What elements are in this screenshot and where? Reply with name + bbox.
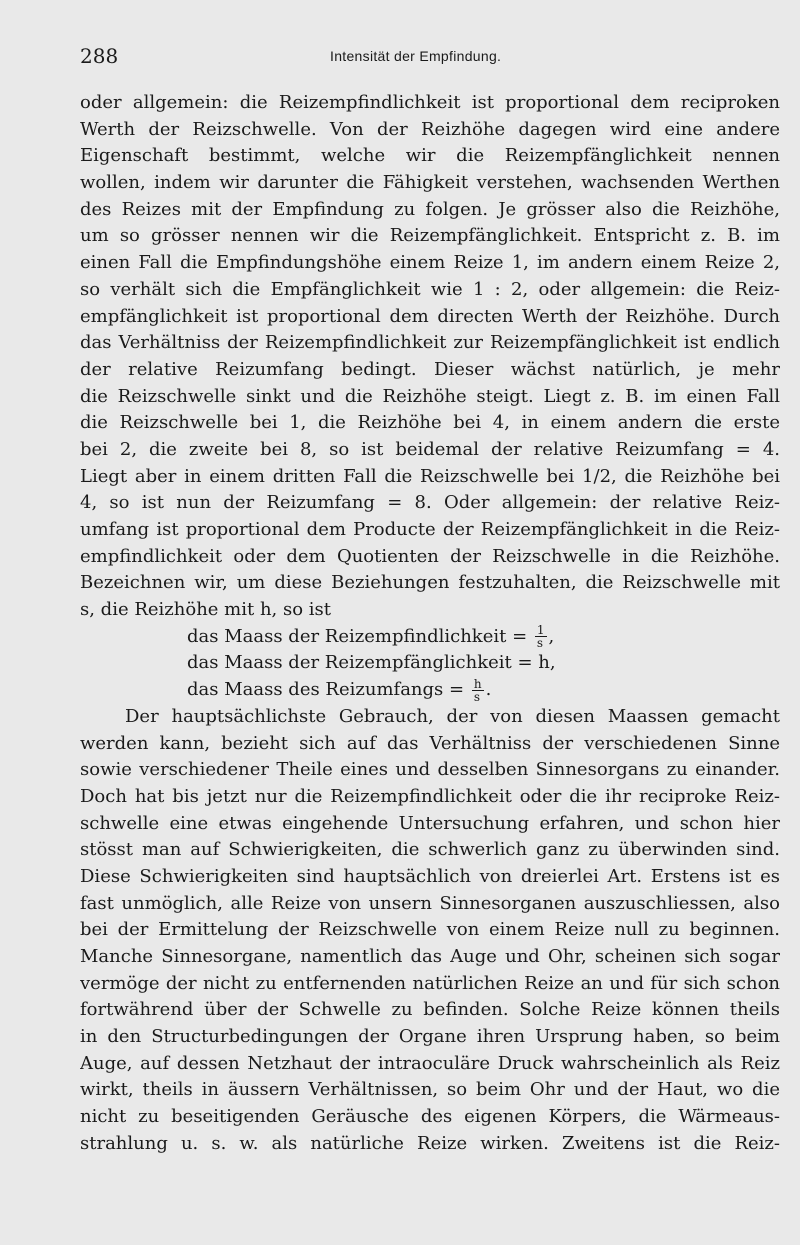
text-line: vermöge der nicht zu entfernenden natürlichen Reize an und für sich schon xyxy=(80,972,780,994)
text-line: bei der Ermittelung der Reizschwelle von einem Reize null zu beginnen. xyxy=(80,919,780,941)
text-line: des Reizes mit der Empfindung zu folgen. Je grösser also die Reizhöhe, xyxy=(80,198,780,220)
text-line: das Verhältniss der Reizempfindlichkeit zur Reizempfänglichkeit ist endlich xyxy=(80,332,780,354)
text-line: s, die Reizhöhe mit h, so ist xyxy=(80,599,332,621)
text-line: Diese Schwierigkeiten sind hauptsächlich von dreierlei Art. Erstens ist es xyxy=(80,865,780,887)
text-line: nicht zu beseitigenden Geräusche des eigenen Körpers, die Wärmeaus- xyxy=(80,1106,780,1128)
fraction: $\frac{h}{s}$ xyxy=(473,677,482,704)
text-line: stösst man auf Schwierigkeiten, die schwerlich ganz zu überwinden sind. xyxy=(80,839,780,861)
text-line: wirkt, theils in äussern Verhältnissen, so beim Ohr und der Haut, wo die xyxy=(80,1079,780,1101)
running-title: Intensität der Empfindung. xyxy=(330,48,502,64)
formula-receptivity: das Maass der Reizempfänglichkeit = h, xyxy=(187,652,556,674)
text-line: Auge, auf dessen Netzhaut der intraoculäre Druck wahrscheinlich als Reiz xyxy=(80,1052,780,1074)
text-line: die Reizschwelle bei 1, die Reizhöhe bei 4, in einem andern die erste xyxy=(80,412,780,434)
text-line: sowie verschiedener Theile eines und desselben Sinnesorgans zu einander. xyxy=(80,759,780,781)
text-line: 4, so ist nun der Reizumfang = 8. Oder allgemein: der relative Reiz- xyxy=(80,492,780,514)
text-line: Der hauptsächlichste Gebrauch, der von diesen Maassen gemacht xyxy=(125,705,780,727)
text-line: in den Structurbedingungen der Organe ihren Ursprung haben, so beim xyxy=(80,1026,780,1048)
text-line: Manche Sinnesorgane, namentlich das Auge und Ohr, scheinen sich sogar xyxy=(80,946,780,967)
text-line: wollen, indem wir darunter die Fähigkeit verstehen, wachsenden Werthen xyxy=(80,172,780,194)
fraction: $\frac{1}{s}$ xyxy=(536,623,545,651)
text-line: um so grösser nennen wir die Reizempfänglichkeit. Entspricht z. B. im xyxy=(80,225,780,247)
text-line: fast unmöglich, alle Reize von unsern Sinnesorganen auszuschliessen, also xyxy=(80,892,780,914)
formula-range: das Maass des Reizumfangs = $\frac{h}{s}$ . xyxy=(187,677,492,704)
page-number: 288 xyxy=(80,44,119,68)
text-line: empfindlichkeit oder dem Quotienten der Reizschwelle in die Reizhöhe. xyxy=(80,545,780,567)
text-line: fortwährend über der Schwelle zu befinden. Solche Reize können theils xyxy=(80,999,780,1021)
text-line: strahlung u. s. w. als natürliche Reize wirken. Zweitens ist die Reiz- xyxy=(80,1132,780,1154)
body-text xyxy=(80,90,780,1158)
text-line: der relative Reizumfang bedingt. Dieser wächst natürlich, je mehr xyxy=(80,358,780,380)
text-line: oder allgemein: die Reizempfindlichkeit ist proportional dem reciproken xyxy=(80,92,780,113)
text-line: Doch hat bis jetzt nur die Reizempfindlichkeit oder die ihr reciproke Reiz- xyxy=(80,785,780,807)
text-line: umfang ist proportional dem Producte der Reizempfänglichkeit in die Reiz- xyxy=(80,519,780,540)
text-line: die Reizschwelle sinkt und die Reizhöhe steigt. Liegt z. B. im einen Fall xyxy=(80,385,780,407)
text-line: werden kann, bezieht sich auf das Verhältniss der verschiedenen Sinne xyxy=(80,732,780,754)
text-line: Liegt aber in einem dritten Fall die Reizschwelle bei 1/2, die Reizhöhe bei xyxy=(80,465,780,487)
text-line: empfänglichkeit ist proportional dem directen Werth der Reizhöhe. Durch xyxy=(80,305,780,327)
text-line: so verhält sich die Empfänglichkeit wie 1 : 2, oder allgemein: die Reiz- xyxy=(80,278,780,300)
text-line: Werth der Reizschwelle. Von der Reizhöhe dagegen wird eine andere xyxy=(80,118,780,140)
page-header xyxy=(80,44,760,74)
text-line: schwelle eine etwas eingehende Untersuchung erfahren, und schon hier xyxy=(80,812,780,834)
formula-sensitivity: das Maass der Reizempfindlichkeit = $\frac{1}{s}$ , xyxy=(187,623,555,651)
text-line: einen Fall die Empfindungshöhe einem Reize 1, im andern einem Reize 2, xyxy=(80,252,780,274)
text-line: Bezeichnen wir, um diese Beziehungen festzuhalten, die Reizschwelle mit xyxy=(80,572,780,594)
text-line: bei 2, die zweite bei 8, so ist beidemal der relative Reizumfang = 4. xyxy=(80,438,780,460)
text-line: Eigenschaft bestimmt, welche wir die Reizempfänglichkeit nennen xyxy=(80,145,780,167)
